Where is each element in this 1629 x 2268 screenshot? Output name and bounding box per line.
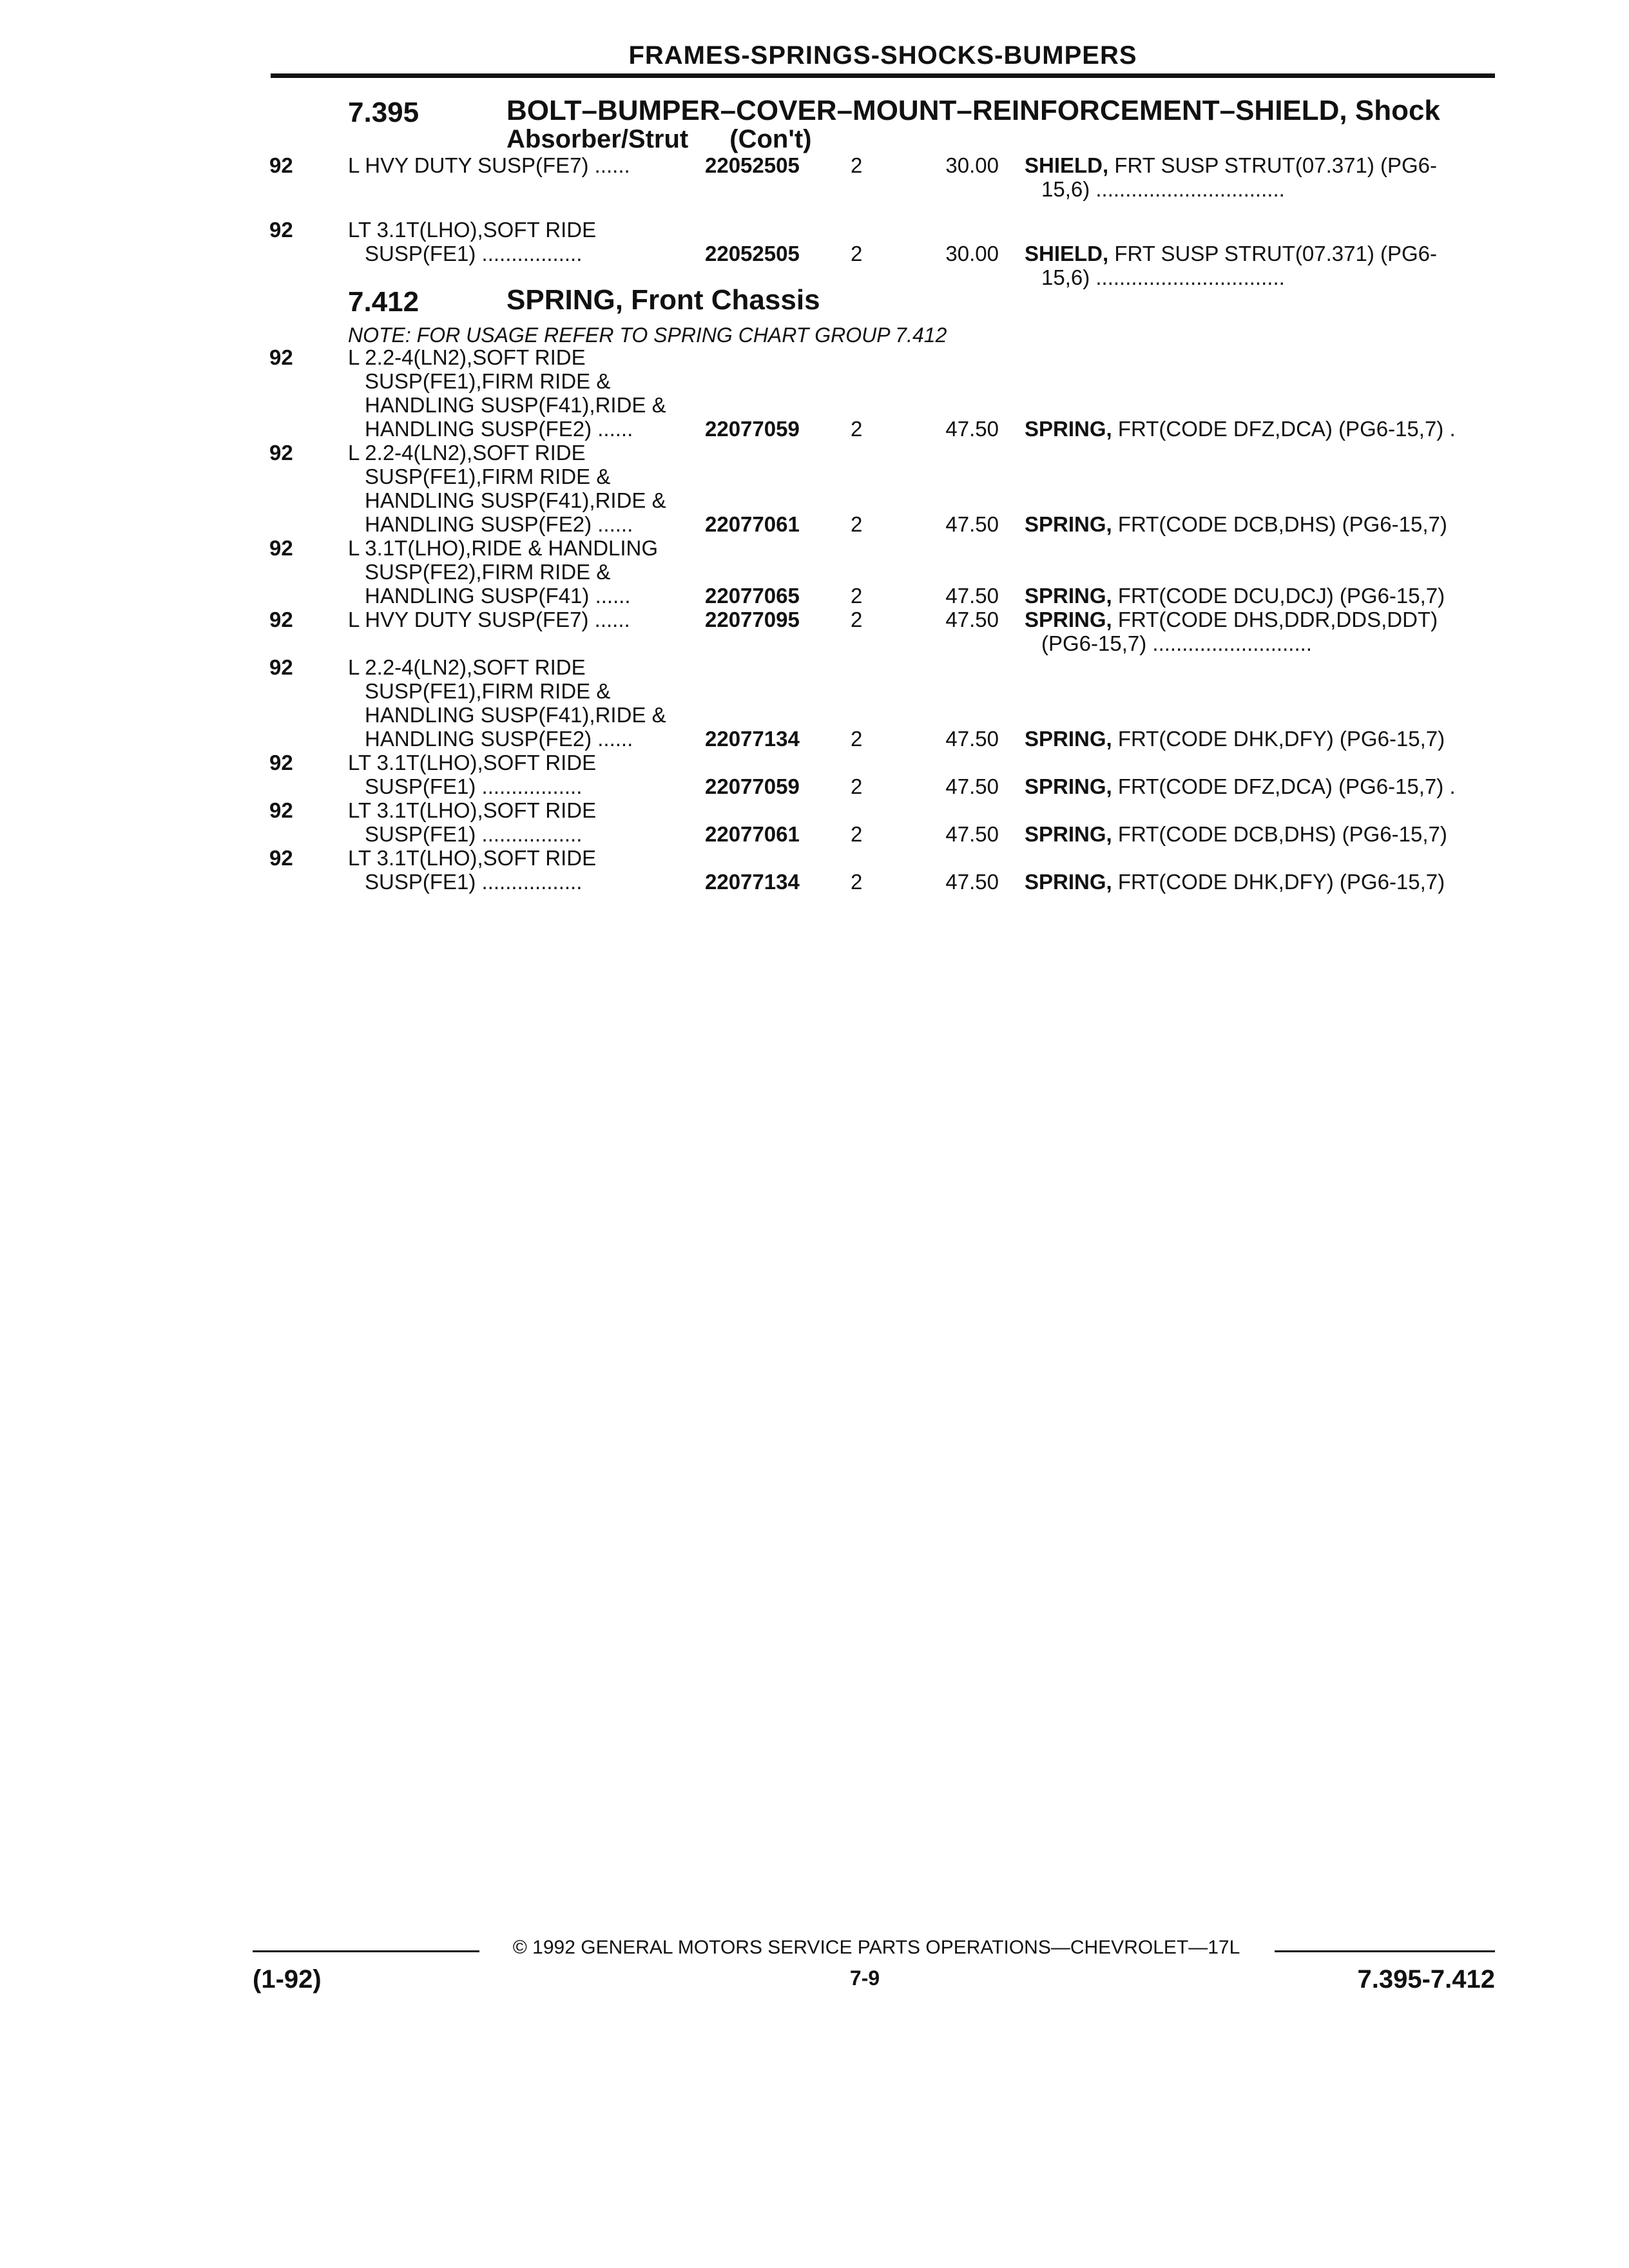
part-name-line (1025, 870, 1495, 894)
part-name-text: FRT(CODE DHS,DDR,DDS,DDT) (1117, 608, 1438, 631)
part-number: 22077059 (705, 417, 800, 441)
section-number: 7.412 (348, 286, 419, 318)
footer-rule-right (1275, 1950, 1495, 1952)
footer-group-range: 7.395-7.412 (1357, 1965, 1495, 1994)
part-name-text: 15,6) ................................ (1041, 265, 1285, 289)
part-name-keyword: SPRING, (1025, 727, 1112, 751)
part-name-keyword: SPRING, (1025, 822, 1112, 846)
part-name-text: 15,6) ................................ (1041, 177, 1285, 201)
part-name-keyword: SPRING, (1025, 512, 1112, 536)
usage-description-line: SUSP(FE1) ................. (365, 242, 583, 265)
part-name-keyword: SPRING, (1025, 417, 1112, 441)
usage-description-line: HANDLING SUSP(F41) ...... (365, 584, 631, 608)
part-name-text: (PG6-15,7) ........................... (1041, 631, 1312, 655)
part-name-line (1025, 242, 1495, 265)
model-year: 92 (269, 798, 293, 822)
price: 30.00 (945, 153, 999, 177)
part-name (1025, 870, 1495, 894)
usage-description-line: HANDLING SUSP(F41),RIDE & (365, 488, 666, 512)
part-number: 22077065 (705, 584, 800, 608)
continued-label: (Con't) (729, 125, 812, 153)
quantity: 2 (851, 727, 863, 751)
model-year: 92 (269, 608, 293, 631)
price: 47.50 (945, 512, 999, 536)
price: 47.50 (945, 822, 999, 846)
quantity: 2 (851, 512, 863, 536)
part-name (1025, 512, 1495, 536)
model-year: 92 (269, 153, 293, 177)
part-name (1025, 584, 1495, 608)
section-title (506, 97, 1537, 153)
part-name-line (1025, 512, 1495, 536)
header-rule (271, 73, 1495, 78)
usage-description-line: HANDLING SUSP(FE2) ...... (365, 417, 633, 441)
usage-description (348, 218, 709, 265)
usage-description-line: SUSP(FE1),FIRM RIDE & (365, 679, 611, 703)
model-year: 92 (269, 846, 293, 870)
usage-description-line: L HVY DUTY SUSP(FE7) ...... (348, 608, 630, 631)
usage-description (348, 441, 709, 536)
usage-description-line: L 2.2-4(LN2),SOFT RIDE (348, 441, 586, 465)
model-year: 92 (269, 441, 293, 465)
usage-description (348, 655, 709, 751)
usage-description-line: LT 3.1T(LHO),SOFT RIDE (348, 798, 597, 822)
model-year: 92 (269, 218, 293, 242)
quantity: 2 (851, 608, 863, 631)
section-title-text: Absorber/Strut (506, 125, 689, 153)
section-title-line1: BOLT–BUMPER–COVER–MOUNT–REINFORCEMENT–SHIELD, Shock (506, 95, 1440, 126)
quantity: 2 (851, 417, 863, 441)
usage-note: NOTE: FOR USAGE REFER TO SPRING CHART GROUP 7.412 (348, 323, 947, 347)
part-name (1025, 417, 1495, 441)
part-name-line (1025, 177, 1495, 201)
part-number: 22077061 (705, 822, 800, 846)
usage-description-line: HANDLING SUSP(F41),RIDE & (365, 393, 666, 417)
part-name-keyword: SPRING, (1025, 774, 1112, 798)
model-year: 92 (269, 536, 293, 560)
quantity: 2 (851, 774, 863, 798)
quantity: 2 (851, 822, 863, 846)
usage-description-line: SUSP(FE1),FIRM RIDE & (365, 465, 611, 488)
footer-page-number: 7-9 (849, 1966, 880, 1990)
usage-description (348, 345, 709, 441)
usage-description-line: LT 3.1T(LHO),SOFT RIDE (348, 218, 597, 242)
section-title: SPRING, Front Chassis (506, 284, 820, 316)
part-name-keyword: SPRING, (1025, 870, 1112, 894)
usage-description-line: HANDLING SUSP(FE2) ...... (365, 512, 633, 536)
part-number: 22077059 (705, 774, 800, 798)
quantity: 2 (851, 153, 863, 177)
price: 47.50 (945, 774, 999, 798)
quantity: 2 (851, 870, 863, 894)
usage-description (348, 608, 709, 631)
model-year: 92 (269, 655, 293, 679)
usage-description-line: HANDLING SUSP(F41),RIDE & (365, 703, 666, 727)
usage-description-line: SUSP(FE1) ................. (365, 822, 583, 846)
footer-rule-left (253, 1950, 479, 1952)
usage-description-line: SUSP(FE2),FIRM RIDE & (365, 560, 611, 584)
quantity: 2 (851, 584, 863, 608)
usage-description-line: L 3.1T(LHO),RIDE & HANDLING (348, 536, 659, 560)
part-name-text: FRT SUSP STRUT(07.371) (PG6- (1114, 242, 1437, 265)
part-name-line (1025, 584, 1495, 608)
usage-description-line: SUSP(FE1) ................. (365, 774, 583, 798)
price: 47.50 (945, 870, 999, 894)
usage-description (348, 751, 709, 798)
usage-description-line: LT 3.1T(LHO),SOFT RIDE (348, 846, 597, 870)
usage-description-line: SUSP(FE1) ................. (365, 870, 583, 894)
model-year: 92 (269, 751, 293, 774)
part-name-text: FRT(CODE DHK,DFY) (PG6-15,7) (1117, 870, 1445, 894)
usage-description (348, 536, 709, 608)
part-name-text: FRT(CODE DFZ,DCA) (PG6-15,7) . (1117, 417, 1456, 441)
usage-description-line: HANDLING SUSP(FE2) ...... (365, 727, 633, 751)
part-name-keyword: SHIELD, (1025, 242, 1109, 265)
part-number: 22052505 (705, 242, 800, 265)
part-name (1025, 608, 1495, 655)
part-name-line (1025, 774, 1495, 798)
part-name-line (1025, 727, 1495, 751)
part-name-line (1025, 631, 1495, 655)
part-number: 22077134 (705, 870, 800, 894)
usage-description-line: L HVY DUTY SUSP(FE7) ...... (348, 153, 630, 177)
part-name-text: FRT(CODE DCB,DHS) (PG6-15,7) (1117, 822, 1447, 846)
part-name (1025, 727, 1495, 751)
footer-copyright: © 1992 GENERAL MOTORS SERVICE PARTS OPERATIONS—CHEVROLET—17L (512, 1937, 1240, 1958)
usage-description (348, 153, 709, 177)
part-name-line (1025, 822, 1495, 846)
price: 30.00 (945, 242, 999, 265)
price: 47.50 (945, 417, 999, 441)
section-number: 7.395 (348, 97, 419, 128)
part-name (1025, 153, 1495, 201)
usage-description (348, 846, 709, 894)
part-name-line (1025, 153, 1495, 177)
part-name-text: FRT(CODE DCB,DHS) (PG6-15,7) (1117, 512, 1447, 536)
part-number: 22077061 (705, 512, 800, 536)
model-year: 92 (269, 345, 293, 369)
usage-description-line: L 2.2-4(LN2),SOFT RIDE (348, 655, 586, 679)
part-name-text: FRT(CODE DFZ,DCA) (PG6-15,7) . (1117, 774, 1456, 798)
price: 47.50 (945, 727, 999, 751)
part-name-text: FRT(CODE DHK,DFY) (PG6-15,7) (1117, 727, 1445, 751)
price: 47.50 (945, 608, 999, 631)
section-title-line2 (506, 125, 1537, 153)
part-name-keyword: SHIELD, (1025, 153, 1109, 177)
part-number: 22077095 (705, 608, 800, 631)
usage-description-line: L 2.2-4(LN2),SOFT RIDE (348, 345, 586, 369)
part-name-text: FRT SUSP STRUT(07.371) (PG6- (1114, 153, 1437, 177)
usage-description (348, 798, 709, 846)
page-header-title: FRAMES-SPRINGS-SHOCKS-BUMPERS (628, 41, 1137, 70)
part-name-text: FRT(CODE DCU,DCJ) (PG6-15,7) (1117, 584, 1445, 608)
part-number: 22052505 (705, 153, 800, 177)
part-name-keyword: SPRING, (1025, 584, 1112, 608)
part-name (1025, 774, 1495, 798)
quantity: 2 (851, 242, 863, 265)
part-name (1025, 822, 1495, 846)
usage-description-line: LT 3.1T(LHO),SOFT RIDE (348, 751, 597, 774)
part-name (1025, 242, 1495, 289)
part-name-keyword: SPRING, (1025, 608, 1112, 631)
usage-description-line: SUSP(FE1),FIRM RIDE & (365, 369, 611, 393)
footer-revision-date: (1-92) (253, 1965, 322, 1994)
price: 47.50 (945, 584, 999, 608)
part-name-line (1025, 417, 1495, 441)
part-name-line (1025, 608, 1495, 631)
part-number: 22077134 (705, 727, 800, 751)
